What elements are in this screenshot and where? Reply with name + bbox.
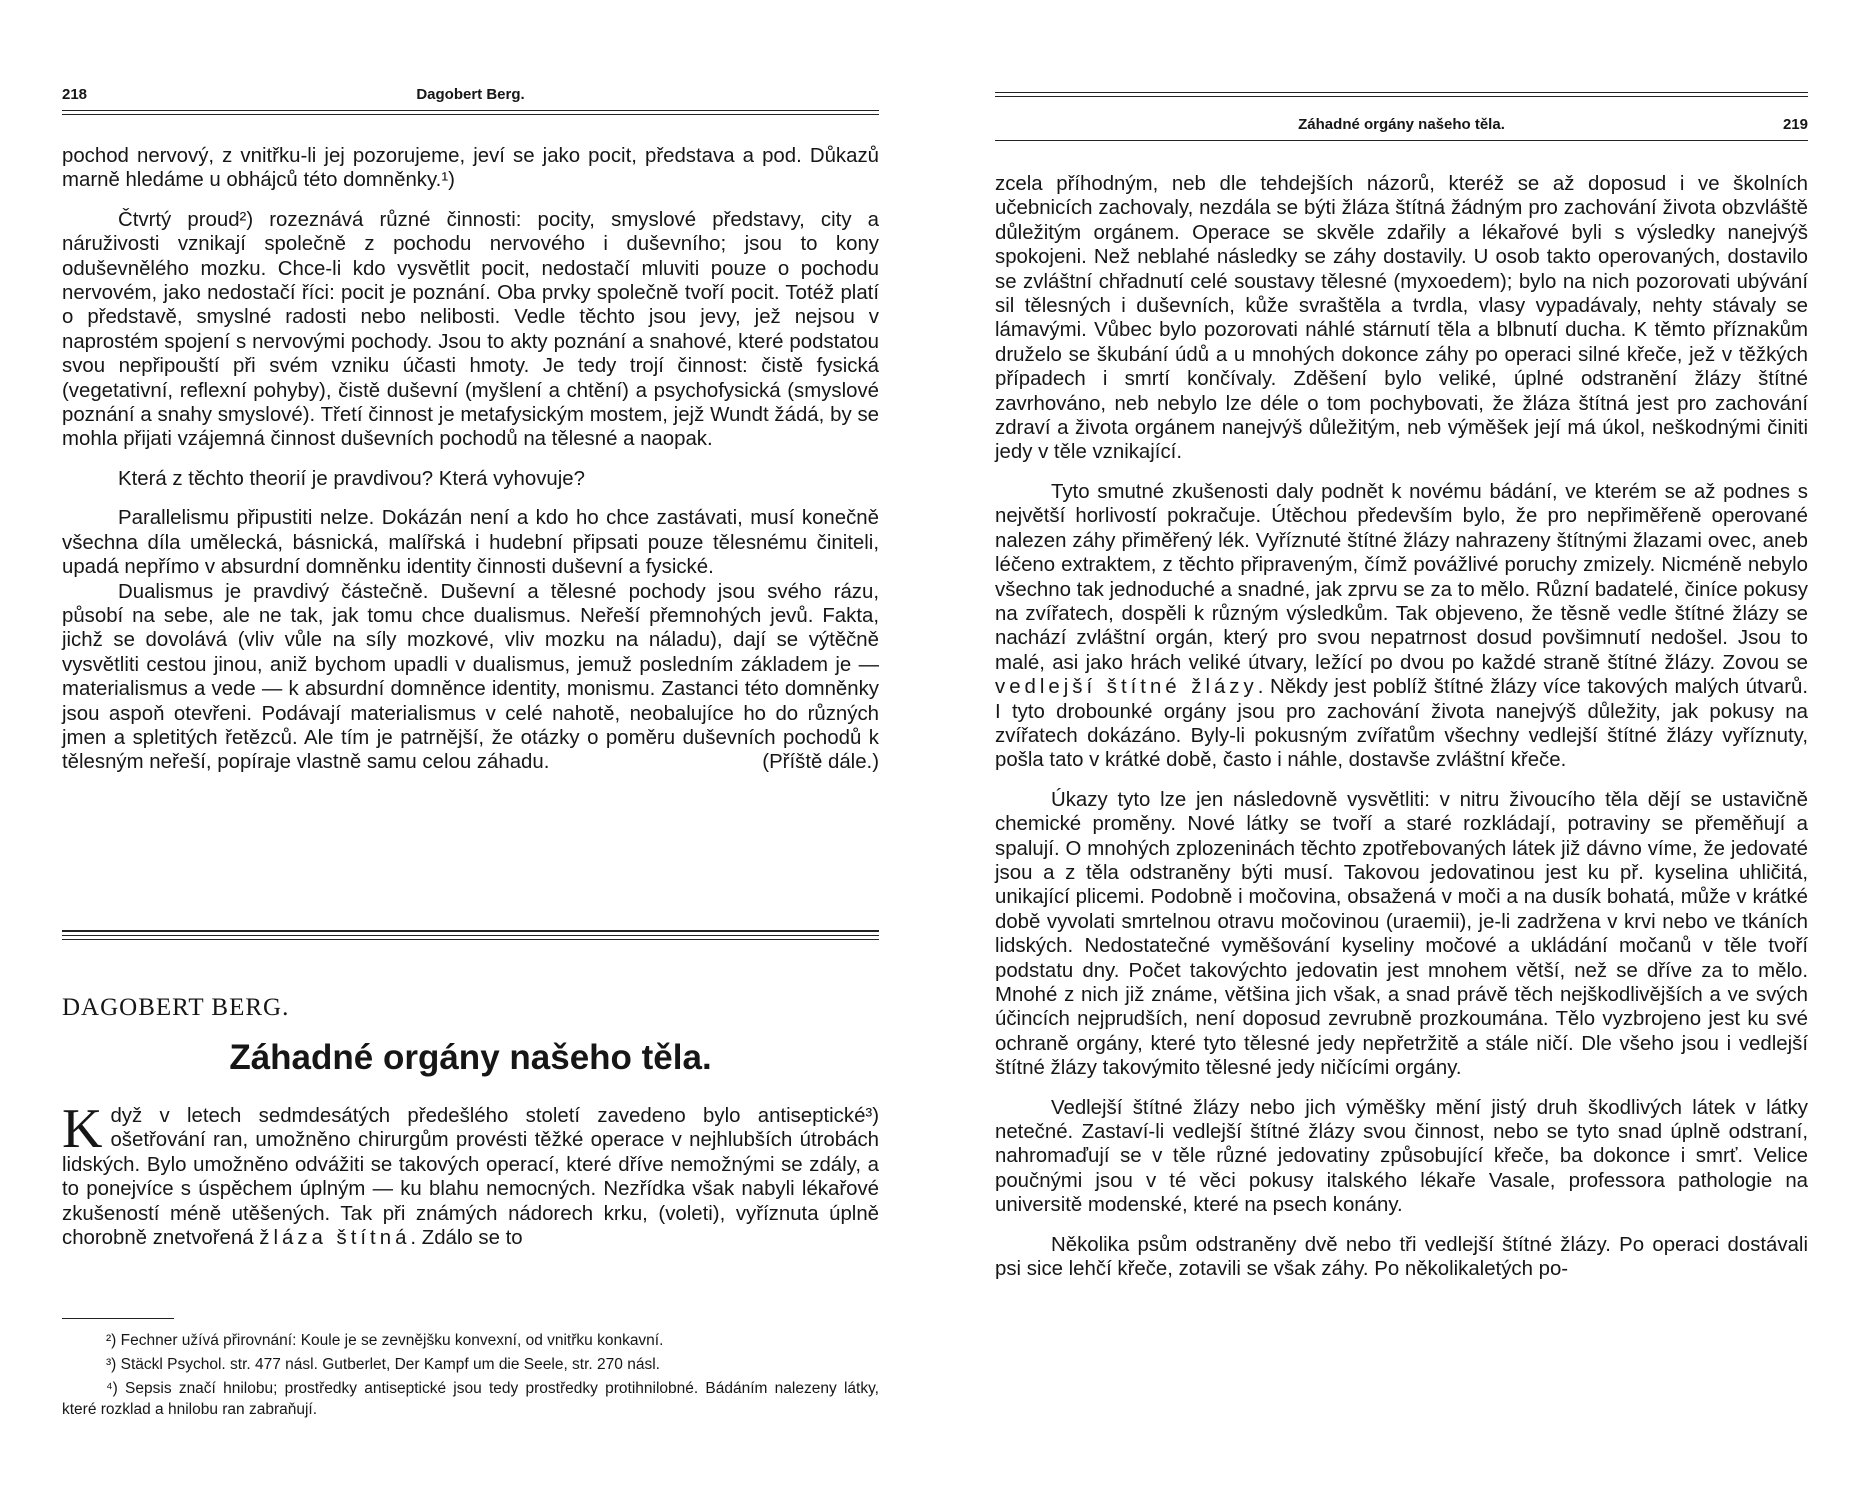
intro-emphasis: žláza štítná <box>259 1227 411 1250</box>
header-rule <box>995 92 1808 93</box>
header-rule <box>995 96 1808 97</box>
paragraph: Několika psům odstraněny dvě nebo tři vedlejší štítné žlázy. Po operaci dostávali psi sice lehčí křeče, zotavili se však záhy. Po několikaletých po- <box>995 1233 1808 1281</box>
header-rule <box>62 114 879 115</box>
header-rule <box>62 110 879 111</box>
running-head: Záhadné orgány našeho těla. <box>1298 116 1505 133</box>
paragraph-part: Tyto smutné zkušenosti daly podnět k novému bádání, ve kterém se až podnes s největší horlivostí pokračuje. Útěchou především bylo, že pro nepřiměřeně operované nalezen záhy přiměřený lék. Vyříznuté štítné žlázy nahrazeny štítnými žlazami ovec, aneb léčeno extraktem, z těchto připraveným, čímž povážlivé poruchy zmizely. Nicméně nebylo všechno tak jednoduché a snadné, jak zprvu se za to mělo. Různí badatelé, činíce pokusy na zvířatech, dospěli k různým výsledkům. Tak objeveno, že těsně vedle štítné žlázy se nachází zvláštní orgán, který pro svou nepatrnost dosud povšimnutí nedošel. Jsou to malé, asi jako hrách veliké útvary, ležící po dvou po každé straně štítné žlázy. Zovou se <box>995 480 1808 674</box>
right-body-text <box>995 172 1808 1281</box>
section-rule <box>62 935 879 936</box>
footnote: ³) Stäckl Psychol. str. 477 násl. Gutberlet, Der Kampf um die Seele, str. 270 násl. <box>106 1356 660 1373</box>
paragraph: Čtvrtý proud²) rozeznává různé činnosti: pocity, smyslové představy, city a náruživosti vznikají společně z pochodu nervového i duševního; jsou to kony oduševnělého mozku. Chce-li kdo vysvětlit pocit, nedostačí mluviti pouze o pochodu nervovém, jako nedostačí říci: pocit je poznání. Oba prvky společně tvoří pocit. Totéž platí o představě, smyslné radosti nebo nelibosti. Vedle těchto jsou jevy, jež nejsou v naprostém spojení s nervovými pochody. Jsou to akty poznání a snahové, které podstatou svou nepřipouští při svém vzniku účasti hmoty. Je tedy trojí činnost: čistě fysická (vegetativní, reflexní pohyby), čistě duševní (myšlení a chtění) a psychofysická (smyslové poznání a snahy smyslové). Třetí činnost je metafysickým mostem, jejž Wundt žádá, by se mohla přijati vzájemná činnost duševních pochodů na tělesné a naopak. <box>62 208 879 451</box>
right-page <box>931 0 1862 1500</box>
article-intro <box>62 1098 879 1250</box>
section-rule <box>62 930 879 932</box>
paragraph: Dualismus je pravdivý částečně. Duševní a tělesné pochody jsou svého rázu, působí na sebe, ale ne tak, jak tomu chce dualismus. Neřeší přemnohých jevů. Fakta, jichž se dovolává (vliv vůle na síly mozkové, vliv mozku na náladu), dají se výtěčně vysvětliti cestou jinou, aniž bychom upadli v dualismus, jemuž posledním základem je — materialismus a vede — k absurdní domněnce identity, monismu. Zastanci této domněnky jsou aspoň otevřeni. Podávají materialismus v celé nahotě, neobalujíce ho do různých jmen a spletitých řetězců. Ale tím je patrnější, že otázky o poměru duševních pochodů k tělesným neřeší, popíraje vlastně samu celou záhadu. <box>62 580 879 774</box>
page-number: 219 <box>1782 116 1808 133</box>
paragraph: Vedlejší štítné žlázy nebo jich výměšky mění jistý druh škodlivých látek v látky netečné. Zastaví-li vedlejší štítné žlázy svou činnost, nebo se tyto snad úplně odstraní, nahromaďují se v těle různé jedovatiny způsobující křeče, ba dokonce i smrť. Velice poučnými jsou v té věci pokusy italského lékaře Vasale, professora pathologie na universitě modenské, které na psech konány. <box>995 1096 1808 1217</box>
paragraph-part: . Někdy jest poblíž štítné žlázy více takových malých útvarů. I tyto drobounké orgány jsou pro zachování života nanejvýš důležity, jak pokusy na zvířatech dokázáno. Byly-li pokusným zvířatům všechny vedlejší štítné žlázy vyříznuty, pošla tato v krátké době, často i náhle, dostavše zvláštní křeče. <box>995 676 1808 772</box>
article-title: Záhadné orgány našeho těla. <box>229 1038 712 1077</box>
paragraph-emphasis: vedlejší štítné žlázy <box>995 676 1258 699</box>
footnote: ⁴) Sepsis značí hnilobu; prostředky antiseptické jsou tedy prostředky protihnilobné. Bádáním nalezeny látky, které rozklad a hnilobu ran zabraňují. <box>62 1380 879 1418</box>
paragraph <box>995 480 1808 773</box>
section-rule <box>62 939 879 940</box>
running-head: Dagobert Berg. <box>416 86 525 103</box>
continued-note: (Příště dále.) <box>762 750 879 773</box>
footnotes <box>62 1330 879 1423</box>
page-number: 218 <box>62 86 88 103</box>
paragraph: Úkazy tyto lze jen následovně vysvětliti: v nitru živoucího těla dějí se ustavičně chemické proměny. Nové látky se tvoří a staré rozkládají, potraviny se přeměňují a spalují. O mnohých zplozeninách těchto zpotřebovaných látek již dávno víme, že jedovaté jsou a z těla odstraněny býti musí. Takovou jedovatinou jest ku př. kyselina uhličitá, unikající plicemi. Podobně i močovina, obsažená v moči a na dusík bohatá, může v krátké době vyvolati smrtelnou otravu močovinou (uraemii), je-li zadržena v krvi nebo ve tkáních lidských. Nedostatečné vyměšování kyseliny močové a ukládání močanů v těle tvoří podstatu dny. Počet takovýchto jedovatin jest mnohem větší, než se dříve za to mělo. Mnohé z nich již známe, většina jich však, a snad právě těch nejškodlivějších a ve svých účincích nejprudších, není doposud zevrubně prozkoumána. Tělo vyzbrojeno jest ku své ochraně orgány, které tyto tělesné jedy nepřetržitě a stále ničí. Dle všeho jsou i vedlejší štítné žlázy takovýmito tělesné jedy ničícími orgány. <box>995 788 1808 1080</box>
paragraph: pochod nervový, z vnitřku-li jej pozorujeme, jeví se jako pocit, představa a pod. Důkazů marně hledáme u obhájců této domněnky.¹) <box>62 145 879 192</box>
paragraph: Která z těchto theorií je pravdivou? Která vyhovuje? <box>118 467 585 490</box>
intro-text: dyž v letech sedmdesátých předešlého století zavedeno bylo antiseptické³) ošetřování ran, umožněno chirurgům provésti těžké operace v nejhlubších útrobách lidských. Bylo umožněno odvážiti se takových operací, které dříve nemožnými se zdály, a to ponejvíce s úspěchem úplným — ku blahu nemocných. Nezřídka však nabyli lékařové zkušeností méně utěšených. Tak při známých nádorech krku, (voleti), vyříznuta úplně chorobně znetvořená <box>62 1105 879 1250</box>
paragraph: zcela příhodným, neb dle tehdejších názorů, kteréž se až doposud i ve školních učebnicích zachovaly, nezdála se býti žláza štítná žádným pro zachování života obzvláště důležitým orgánem. Operace se skvěle zdařily a lékařové byli s výsledky nanejvýš spokojeni. Než neblahé následky se záhy dostavily. U osob takto operovaných, dostavilo se zvláštní chřadnutí celé soustavy tělesné (myxoedem); bylo na nich pozorovati ubývání sil tělesných i duševních, kůže svraštěla a tvrdla, vlasy vypadávaly, nehty stávaly se lámavými. Vůbec bylo pozorovati náhlé stárnutí těla a blbnutí ducha. K těmto příznakům druželo se škubání údů a u mnohých dokonce záhy po operaci silné křeče, jež v těžkých případech i smrtí končívaly. Zděšení bylo veliké, úplné odstranění žlázy štítné zavrhováno, neb nebylo lze déle o tom pochybovati, že žláza štítná jest pro zachování zdraví a života orgánem nanejvýš důležitým, neb výměšek její má úkol, neškodnými činiti jedy v těle vznikající. <box>995 173 1808 464</box>
left-body-text <box>62 144 879 775</box>
footnote-rule <box>62 1318 174 1319</box>
paragraph: Parallelismu připustiti nelze. Dokázán není a kdo ho chce zastávati, musí konečně všechna díla umělecká, básnická, malířská i hudební připsati pouze tělesnému činiteli, upadá nepřímo v absurdní domněnku identity činnosti duševní a fysické. <box>62 507 879 579</box>
article-author: DAGOBERT BERG. <box>62 994 290 1021</box>
drop-cap: K <box>62 1098 103 1160</box>
footnote: ²) Fechner užívá přirovnání: Koule je se zevnějšku konvexní, od vnitřku konkavní. <box>106 1332 664 1349</box>
intro-end: . Zdálo se to <box>410 1227 523 1250</box>
header-rule <box>995 140 1808 141</box>
